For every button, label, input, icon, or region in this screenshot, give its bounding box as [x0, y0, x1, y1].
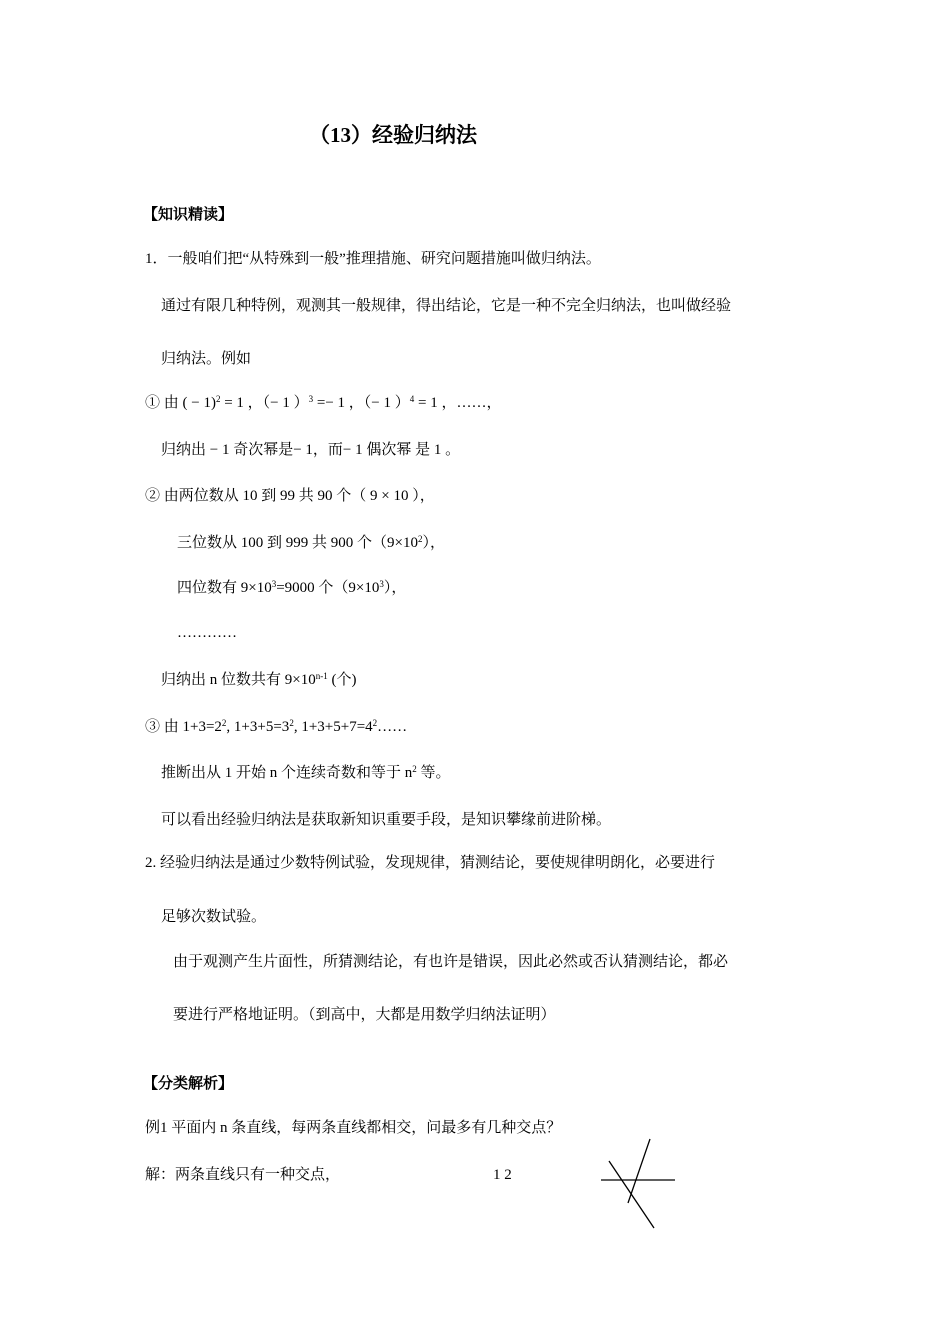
formula-part: 等。: [416, 765, 451, 781]
example-2-line-2: [177, 533, 445, 553]
example-1-formula: [145, 393, 501, 413]
formula-part: 四位数有 9×10: [177, 580, 272, 596]
formula-part: ……: [377, 719, 408, 735]
formula-part: ），: [422, 535, 445, 551]
example-1-conclusion: 归纳出 − 1 奇次幂是− 1，而− 1 偶次幂 是 1 。: [161, 442, 461, 458]
example-2-line-3: [177, 578, 406, 598]
intersecting-lines-figure: [595, 1135, 680, 1231]
exponent: 3: [379, 579, 384, 589]
section-heading-analysis: 【分类解析】: [143, 1076, 234, 1092]
formula-part: , 1+3+5=3: [226, 719, 290, 735]
solution-text: 解：两条直线只有一种交点，: [145, 1167, 341, 1183]
formula-part: ① 由 ( − 1): [145, 395, 216, 411]
line-diagonal: [609, 1161, 654, 1228]
formula-part: =9000 个（9×10: [276, 580, 380, 596]
exponent: n-1: [315, 671, 328, 681]
paragraph-3: 可以看出经验归纳法是获取新知识重要手段，是知识攀缘前进阶梯。: [161, 812, 612, 828]
formula-part: 三位数从 100 到 999 共 900 个（9×10: [177, 535, 418, 551]
paragraph-5-line-2: 要进行严格地证明。（到高中，大都是用数学归纳法证明）: [173, 1007, 556, 1023]
exponent: 2: [417, 534, 423, 544]
exponent: 2: [221, 718, 227, 728]
formula-part: , 1+3+5+7=4: [293, 719, 373, 735]
paragraph-2-line-2: 归纳法。例如: [161, 351, 252, 367]
paragraph-5-line-1: 由于观测产生片面性，所猜测结论，有也许是错误，因此必然或否认猜测结论，都必: [173, 954, 729, 970]
formula-part: ），: [383, 580, 407, 596]
exponent: 3: [271, 579, 277, 589]
paragraph-4-line-1: 2. 经验归纳法是通过少数特例试验，发现规律，猜测结论，要使规律明朗化，必要进行: [145, 855, 716, 871]
formula-part: =− 1 ，（− 1 ）: [313, 395, 410, 411]
example-2-line-1: ② 由两位数从 10 到 99 共 90 个（ 9 × 10 ），: [145, 488, 435, 504]
figure-labels: 1 2: [493, 1167, 512, 1183]
formula-part: = 1 ，（− 1 ）: [220, 395, 309, 411]
paragraph-1: 1．一般咱们把“从特殊到一般”推理措施、研究问题措施叫做归纳法。: [145, 251, 601, 267]
example-2-ellipsis: …………: [177, 625, 237, 641]
exponent: 3: [308, 394, 314, 404]
formula-part: (个): [327, 672, 357, 688]
page-title: （13）经验归纳法: [309, 123, 477, 147]
formula-part: = 1 ，……，: [414, 395, 502, 411]
formula-part: 推断出从 1 开始 n 个连续奇数和等于 n: [161, 765, 413, 781]
exponent: 2: [412, 764, 417, 774]
section-heading-knowledge: 【知识精读】: [143, 207, 234, 223]
paragraph-2-line-1: 通过有限几种特例，观测其一般规律，得出结论，它是一种不完全归纳法，也叫做经验: [161, 298, 732, 314]
example-2-conclusion: [161, 670, 356, 690]
exponent: 2: [372, 718, 378, 728]
example-3-line-2: [161, 763, 451, 783]
paragraph-4-line-2: 足够次数试验。: [161, 909, 267, 925]
example-question-1: 例1 平面内 n 条直线，每两条直线都相交，问最多有几种交点？: [145, 1120, 562, 1136]
exponent: 4: [409, 394, 415, 404]
formula-part: ③ 由 1+3=2: [145, 719, 222, 735]
exponent: 2: [215, 394, 221, 404]
formula-part: 归纳出 n 位数共有 9×10: [161, 672, 316, 688]
example-3-line-1: [145, 717, 407, 737]
exponent: 2: [289, 718, 294, 728]
